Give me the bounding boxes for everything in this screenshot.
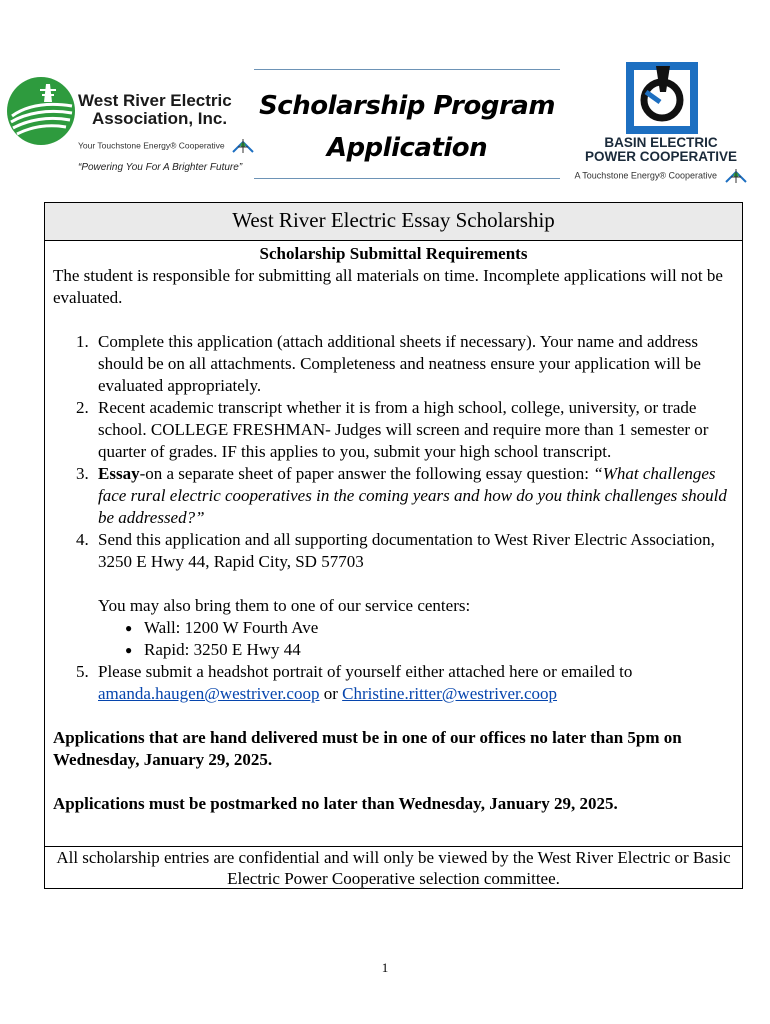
step-text: Recent academic transcript whether it is from a high school, college, university, or trade school. COLLEGE FRESHMAN- Judges will screen and require more than 1 semester or quarter of grades. IF this applies to you, submit your high school transcript. (98, 398, 709, 461)
step-number: 2. (76, 398, 89, 417)
page-title (254, 69, 560, 179)
step-number: 5. (76, 662, 89, 681)
step-number: 1. (76, 332, 89, 351)
touchstone-icon (724, 168, 748, 184)
bepc-name-line1: BASIN ELECTRIC (604, 135, 718, 150)
wre-touchstone (78, 138, 255, 154)
scholarship-heading: West River Electric Essay Scholarship (45, 203, 742, 241)
step-text: Complete this application (attach additional sheets if necessary). Your name and address should be on all attachments. Completeness and neatness ensure your application will be evaluated appropriately. (98, 332, 701, 395)
list-item (45, 331, 742, 397)
west-river-electric-logo (6, 74, 251, 180)
email-link-christine[interactable]: Christine.ritter@westriver.coop (342, 684, 558, 703)
confidential-note: All scholarship entries are confidential and will only be viewed by the West River Electric or Basic Electric Power Cooperative selection committee. (45, 846, 742, 890)
title-rule-top (254, 69, 560, 70)
wre-logo-icon (6, 76, 76, 146)
list-item (45, 661, 742, 705)
postmark-note: Applications must be postmarked no later than Wednesday, January 29, 2025. (53, 794, 618, 813)
bepc-name-line2: POWER COOPERATIVE (584, 149, 737, 164)
title-line1: Scholarship Program (259, 91, 555, 121)
service-centers-list (98, 617, 732, 661)
wre-tagline: “Powering You For A Brighter Future” (78, 162, 243, 173)
bepc-touchstone (566, 168, 756, 184)
bullet-icon: ● (125, 643, 133, 657)
requirements-table (44, 202, 743, 889)
hand-delivery-note: Applications that are hand delivered must be in one of our offices no later than 5pm on Wednesday, January 29, 2025. (53, 728, 682, 769)
title-rule-bottom (254, 178, 560, 179)
essay-label: Essay (98, 464, 140, 483)
bullet-icon: ● (125, 621, 133, 635)
essay-question: “What challenges face rural electric cooperatives in the coming years and how do you think challenges should be addressed?” (98, 464, 727, 527)
service-center-wall: Wall: 1200 W Fourth Ave (144, 618, 319, 637)
wre-name (78, 92, 258, 128)
requirements-heading: Scholarship Submittal Requirements (259, 244, 528, 263)
bepc-name (566, 136, 756, 164)
list-item (45, 463, 742, 529)
step-text: -on a separate sheet of paper answer the following essay question: (139, 464, 594, 483)
step-text: Please submit a headshot portrait of yourself either attached here or emailed to (98, 662, 633, 681)
step-text: Send this application and all supporting documentation to West River Electric Association, 3250 E Hwy 44, Rapid City, SD 57703 (98, 530, 715, 571)
service-center-rapid: Rapid: 3250 E Hwy 44 (144, 640, 301, 659)
requirements-body (45, 241, 742, 846)
or-text: or (319, 684, 343, 703)
list-item (98, 639, 732, 661)
page-number: 1 (381, 960, 389, 975)
bepc-logo-icon (626, 62, 698, 134)
list-item (45, 397, 742, 463)
wre-name-line2: Association, Inc. (92, 109, 228, 128)
list-item (45, 529, 742, 661)
intro-text: The student is responsible for submitting all materials on time. Incomplete applications will not be evaluated. (53, 266, 723, 307)
step-number: 3. (76, 464, 89, 483)
bepc-touchstone-text: A Touchstone Energy® Cooperative (574, 170, 718, 181)
title-line2: Application (326, 133, 488, 163)
touchstone-icon (231, 138, 255, 154)
wre-touchstone-text: Your Touchstone Energy® Cooperative (78, 140, 225, 151)
steps-list (45, 331, 742, 705)
email-link-amanda[interactable]: amanda.haugen@westriver.coop (98, 684, 320, 703)
step-number: 4. (76, 530, 89, 549)
title-text (254, 85, 560, 169)
basin-electric-logo (566, 62, 756, 188)
service-centers-intro: You may also bring them to one of our service centers: (98, 596, 471, 615)
list-item (98, 617, 732, 639)
wre-name-line1: West River Electric (78, 91, 232, 110)
spacer (98, 573, 732, 595)
